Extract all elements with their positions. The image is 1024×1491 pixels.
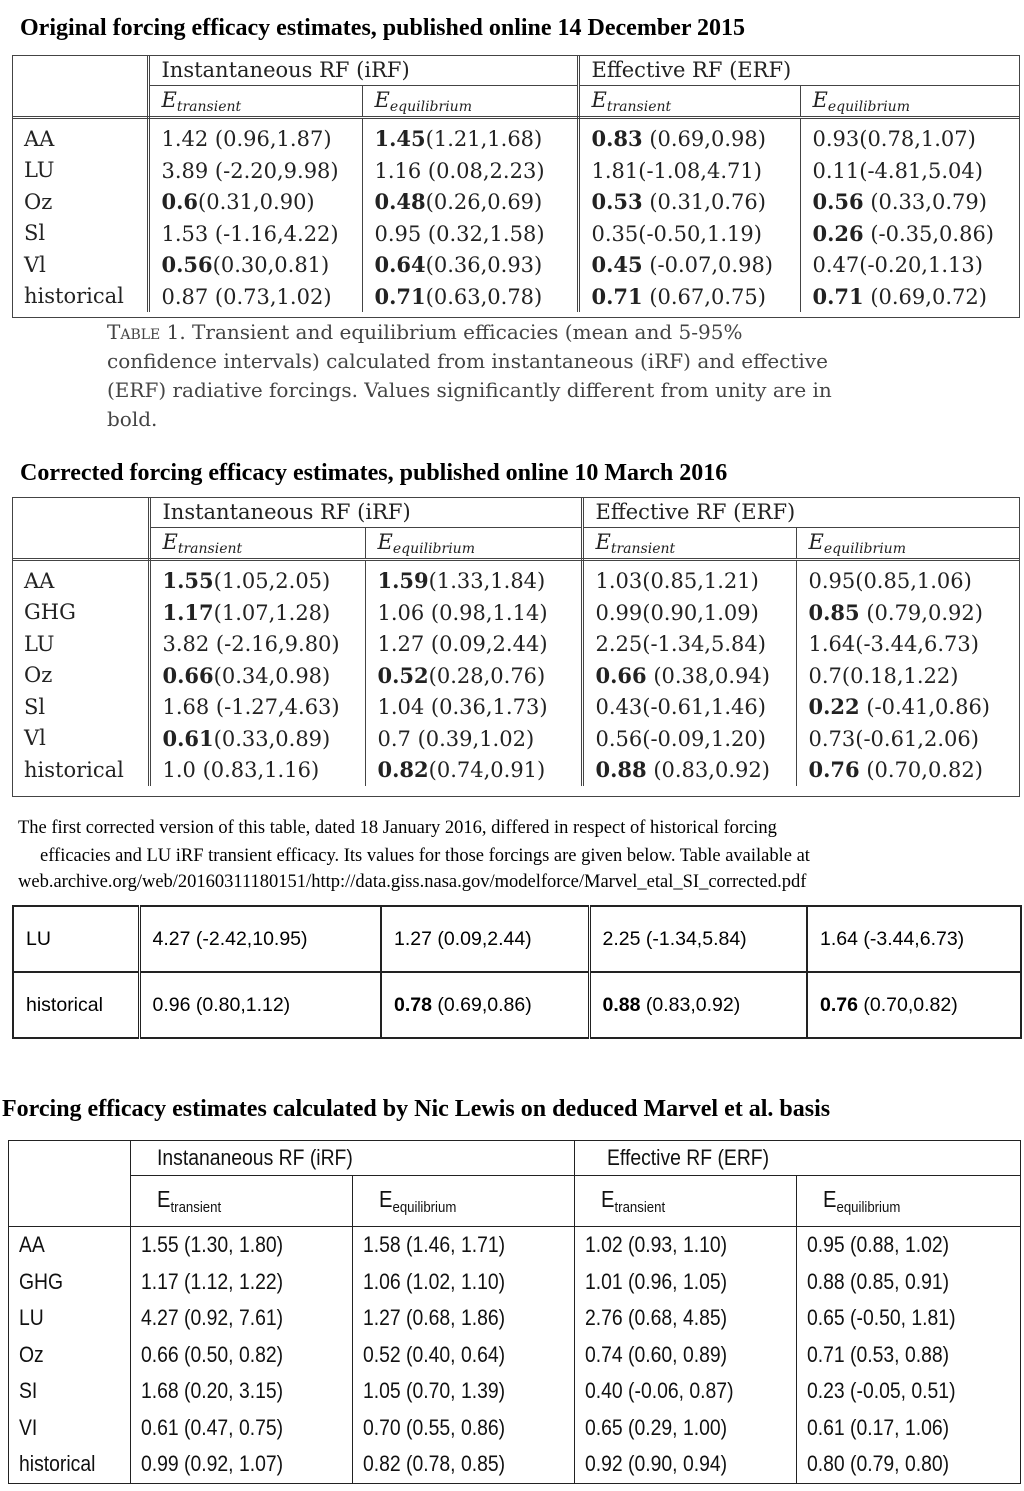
corrected-table: [12, 497, 1020, 786]
table-cell: 0.43(-0.61,1.46): [582, 691, 796, 723]
table-cell: 0.22 (-0.41,0.86): [808, 694, 991, 720]
table-cell: 0.56(0.30,0.81): [148, 249, 362, 281]
row-label: AA: [9, 1227, 131, 1264]
row-label: Oz: [9, 1337, 131, 1374]
table-cell: 2.76 (0.68, 4.85): [575, 1300, 797, 1337]
table-cell: 0.40 (-0.06, 0.87): [575, 1373, 797, 1410]
table-cell: 1.42 (0.96,1.87): [148, 118, 362, 155]
header-irf: Instantaneous RF (iRF): [149, 497, 582, 528]
table-row: [9, 1227, 1021, 1264]
table-row: [13, 972, 1021, 1038]
table-cell: 0.76 (0.70,0.82): [807, 972, 1021, 1038]
table-row: [12, 691, 1020, 723]
corner-cell: [9, 1176, 131, 1227]
table-cell: 1.81(-1.08,4.71): [578, 155, 800, 187]
table-row: [12, 723, 1020, 755]
table-row: [9, 1373, 1021, 1410]
table-cell: 0.99 (0.92, 1.07): [131, 1446, 353, 1483]
row-label: LU: [9, 1300, 131, 1337]
original-table-caption: Table 1. Transient and equilibrium efficacies (mean and 5-95% confidence intervals) calculated from instantaneous (iRF) and effective (ERF) radiative forcings. Values significantly different from unity are in bold.: [107, 320, 832, 431]
table-cell: 1.03(0.85,1.21): [582, 560, 796, 597]
table-cell: 4.27 (0.92, 7.61): [131, 1300, 353, 1337]
header-e-transient: Etransient: [578, 86, 800, 118]
lewis-section-title: Forcing efficacy estimates calculated by Nic Lewis on deduced Marvel et al. basis: [2, 1096, 831, 1122]
table-cell: 1.58 (1.46, 1.71): [353, 1227, 575, 1264]
original-section-title: Original forcing efficacy estimates, published online 14 December 2015: [20, 15, 746, 41]
table-cell: 0.66 (0.50, 0.82): [131, 1337, 353, 1374]
table-cell: 0.76 (0.70,0.82): [808, 757, 983, 783]
table-cell: 1.55 (1.30, 1.80): [131, 1227, 353, 1264]
corner-cell: [12, 497, 149, 528]
table-row: [12, 118, 1020, 155]
table-cell: 1.27 (0.68, 1.86): [353, 1300, 575, 1337]
corner-cell: [9, 1141, 131, 1176]
table-cell: 0.73(-0.61,2.06): [808, 726, 979, 751]
corner-cell: [12, 528, 149, 560]
table-row: [12, 186, 1020, 218]
table-cell: 4.27 (-2.42,10.95): [139, 906, 381, 972]
table-cell: 0.53 (0.31,0.76): [578, 186, 800, 218]
table-cell: 0.88 (0.83,0.92): [582, 754, 796, 786]
header-erf: Effective RF (ERF): [578, 55, 1020, 86]
table-cell: 1.27 (0.09,2.44): [365, 628, 582, 660]
table-cell: 1.06 (1.02, 1.10): [353, 1264, 575, 1301]
table-cell: 0.80 (0.79, 0.80): [797, 1446, 1021, 1483]
table-cell: 0.65 (0.29, 1.00): [575, 1410, 797, 1447]
table-cell: 0.66 (0.38,0.94): [582, 660, 796, 692]
table-cell: 1.64 (-3.44,6.73): [807, 906, 1021, 972]
row-label: VI: [9, 1410, 131, 1447]
table-cell: 1.17 (1.12, 1.22): [131, 1264, 353, 1301]
table-row: [9, 1264, 1021, 1301]
table-cell: 0.70 (0.55, 0.86): [353, 1410, 575, 1447]
table-cell: 0.45 (-0.07,0.98): [578, 249, 800, 281]
note-line-3: web.archive.org/web/20160311180151/http://data.giss.nasa.gov/modelforce/Marvel_etal_SI_corrected.pdf: [18, 872, 807, 892]
table-cell: 0.93(0.78,1.07): [812, 127, 976, 152]
row-label: Sl: [12, 218, 148, 250]
row-label: Vl: [12, 249, 148, 281]
table-row: [12, 281, 1020, 313]
table-cell: 0.61 (0.47, 0.75): [131, 1410, 353, 1447]
corrected-section-title: Corrected forcing efficacy estimates, published online 10 March 2016: [20, 460, 728, 486]
table-cell: 0.82(0.74,0.91): [365, 754, 582, 786]
table-cell: 0.83 (0.69,0.98): [578, 118, 800, 155]
row-label: Oz: [12, 660, 149, 692]
table-row: [9, 1300, 1021, 1337]
table-cell: 0.11(-4.81,5.04): [812, 158, 983, 183]
header-e-transient: $E_{transient}$: [131, 1176, 353, 1227]
header-e-transient: $E_{transient}$: [575, 1176, 797, 1227]
table-cell: 0.61 (0.17, 1.06): [797, 1410, 1021, 1447]
table-cell: 0.74 (0.60, 0.89): [575, 1337, 797, 1374]
table-cell: 2.25(-1.34,5.84): [582, 628, 796, 660]
row-label: LU: [13, 906, 139, 972]
row-label: LU: [12, 155, 148, 187]
header-erf: Effective RF (ERF): [582, 497, 1020, 528]
corner-cell: [12, 86, 148, 118]
table-cell: 0.95(0.85,1.06): [808, 569, 972, 594]
original-table: [12, 55, 1020, 312]
table-cell: 0.7(0.18,1.22): [808, 663, 959, 688]
table-row: [12, 754, 1020, 786]
corner-cell: [12, 55, 148, 86]
row-label: historical: [9, 1446, 131, 1483]
row-label: SI: [9, 1373, 131, 1410]
lewis-table: [8, 1140, 1021, 1484]
table-cell: 1.16 (0.08,2.23): [362, 155, 578, 187]
table-row: [9, 1410, 1021, 1447]
table-cell: 0.82 (0.78, 0.85): [353, 1446, 575, 1483]
table-cell: 0.66(0.34,0.98): [149, 660, 365, 692]
table-cell: 0.56(-0.09,1.20): [582, 723, 796, 755]
table-cell: 0.65 (-0.50, 1.81): [797, 1300, 1021, 1337]
table-cell: 1.01 (0.96, 1.05): [575, 1264, 797, 1301]
header-e-equilibrium: $E_{equilibrium}$: [353, 1176, 575, 1227]
table-cell: 0.71 (0.53, 0.88): [797, 1337, 1021, 1374]
row-label: LU: [12, 628, 149, 660]
note-line-2: efficacies and LU iRF transient efficacy. Its values for those forcings are given below. Table available at: [40, 846, 810, 866]
table-cell: 1.59(1.33,1.84): [365, 560, 582, 597]
table-cell: 0.88 (0.85, 0.91): [797, 1264, 1021, 1301]
table-cell: 0.7 (0.39,1.02): [365, 723, 582, 755]
table-cell: 0.61(0.33,0.89): [149, 723, 365, 755]
table-cell: 1.68 (0.20, 3.15): [131, 1373, 353, 1410]
note-line-1: The first corrected version of this table, dated 18 January 2016, differed in respect of historical forcing: [18, 818, 777, 838]
table-cell: 1.17(1.07,1.28): [149, 597, 365, 629]
header-e-equilibrium: $E_{equilibrium}$: [797, 1176, 1021, 1227]
table-cell: 0.23 (-0.05, 0.51): [797, 1373, 1021, 1410]
table-cell: 1.55(1.05,2.05): [149, 560, 365, 597]
row-label: historical: [12, 754, 149, 786]
table-cell: 0.85 (0.79,0.92): [808, 599, 983, 625]
table-row: [12, 660, 1020, 692]
table-row: [12, 155, 1020, 187]
table-cell: 0.96 (0.80,1.12): [139, 972, 381, 1038]
table-cell: 0.78 (0.69,0.86): [381, 972, 589, 1038]
header-e-equilibrium: Eequilibrium: [800, 86, 1020, 118]
table-cell: 3.82 (-2.16,9.80): [149, 628, 365, 660]
table-row: [12, 249, 1020, 281]
row-label: AA: [12, 118, 148, 155]
table-cell: 1.27 (0.09,2.44): [381, 906, 589, 972]
header-e-equilibrium: Eequilibrium: [796, 528, 1020, 560]
table-cell: 1.05 (0.70, 1.39): [353, 1373, 575, 1410]
table-cell: 0.92 (0.90, 0.94): [575, 1446, 797, 1483]
table-row: [13, 906, 1021, 972]
table-cell: 1.68 (-1.27,4.63): [149, 691, 365, 723]
table-cell: 0.6(0.31,0.90): [148, 186, 362, 218]
header-irf: Instananeous RF (iRF): [131, 1141, 575, 1176]
table-cell: 0.48(0.26,0.69): [362, 186, 578, 218]
table-cell: 1.0 (0.83,1.16): [149, 754, 365, 786]
table-cell: 0.71(0.63,0.78): [362, 281, 578, 313]
table-row: [12, 628, 1020, 660]
row-label: historical: [12, 281, 148, 313]
table-cell: 1.45(1.21,1.68): [362, 118, 578, 155]
row-label: Vl: [12, 723, 149, 755]
header-e-transient: Etransient: [582, 528, 796, 560]
table-cell: 1.64(-3.44,6.73): [808, 632, 979, 657]
table-cell: 0.71 (0.67,0.75): [578, 281, 800, 313]
table-cell: 0.47(-0.20,1.13): [812, 253, 983, 278]
table-cell: 0.35(-0.50,1.19): [578, 218, 800, 250]
header-erf: Effective RF (ERF): [575, 1141, 1021, 1176]
table-row: [12, 560, 1020, 597]
table-cell: 0.52(0.28,0.76): [365, 660, 582, 692]
row-label: Oz: [12, 186, 148, 218]
header-irf: Instantaneous RF (iRF): [148, 55, 578, 86]
table-cell: 0.88 (0.83,0.92): [589, 972, 807, 1038]
header-e-transient: Etransient: [148, 86, 362, 118]
table-row: [9, 1446, 1021, 1483]
table-cell: 0.52 (0.40, 0.64): [353, 1337, 575, 1374]
table-cell: 1.06 (0.98,1.14): [365, 597, 582, 629]
table-cell: 0.95 (0.88, 1.02): [797, 1227, 1021, 1264]
row-label: historical: [13, 972, 139, 1038]
table-cell: 0.64(0.36,0.93): [362, 249, 578, 281]
table-cell: 3.89 (-2.20,9.98): [148, 155, 362, 187]
table-row: [12, 218, 1020, 250]
header-e-transient: Etransient: [149, 528, 365, 560]
row-label: GHG: [12, 597, 149, 629]
row-label: GHG: [9, 1264, 131, 1301]
table-cell: 0.56 (0.33,0.79): [812, 189, 987, 215]
table-cell: 1.04 (0.36,1.73): [365, 691, 582, 723]
table-cell: 0.26 (-0.35,0.86): [812, 220, 995, 246]
jan2016-table: [12, 905, 1022, 1039]
table-cell: 2.25 (-1.34,5.84): [589, 906, 807, 972]
header-e-equilibrium: Eequilibrium: [362, 86, 578, 118]
table-row: [12, 597, 1020, 629]
row-label: Sl: [12, 691, 149, 723]
table-cell: 0.87 (0.73,1.02): [148, 281, 362, 313]
row-label: AA: [12, 560, 149, 597]
table-cell: 1.53 (-1.16,4.22): [148, 218, 362, 250]
table-row: [9, 1337, 1021, 1374]
table-cell: 0.95 (0.32,1.58): [362, 218, 578, 250]
table-cell: 0.71 (0.69,0.72): [812, 283, 987, 309]
header-e-equilibrium: Eequilibrium: [365, 528, 582, 560]
table-cell: 1.02 (0.93, 1.10): [575, 1227, 797, 1264]
table-cell: 0.99(0.90,1.09): [582, 597, 796, 629]
